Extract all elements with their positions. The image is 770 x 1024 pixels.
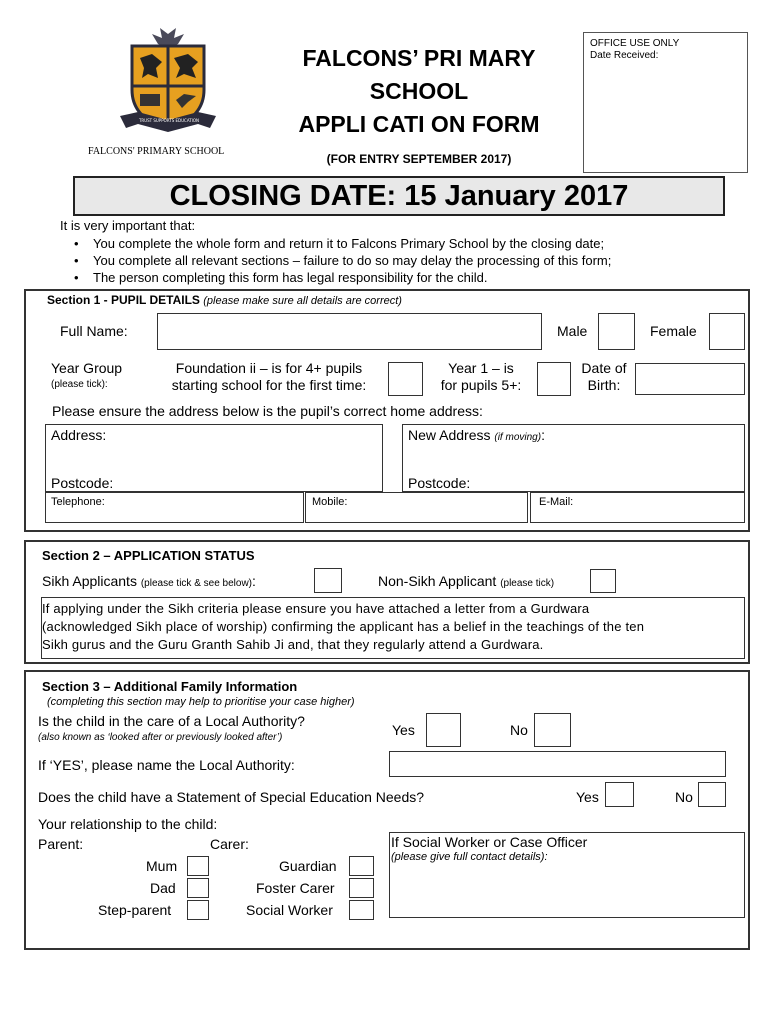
form-title — [258, 42, 580, 141]
year1-label: Year 1 – is for pupils 5+: — [440, 360, 522, 393]
new-address-input[interactable] — [402, 424, 745, 492]
local-authority-question: Is the child in the care of a Local Authority? — [38, 713, 305, 729]
carer-label: Carer: — [210, 836, 249, 852]
social-worker-title: If Social Worker or Case Officer — [391, 834, 588, 850]
dad-label: Dad — [150, 880, 176, 896]
sikh-applicant-checkbox[interactable] — [314, 568, 342, 593]
date-received-label: Date Received: — [590, 50, 659, 61]
sikh-criteria-note — [41, 597, 745, 659]
non-sikh-applicant-label: Non-Sikh Applicant (please tick) — [378, 573, 555, 589]
new-address-label: New Address (if moving): — [408, 427, 545, 443]
la-yes-label: Yes — [392, 722, 415, 738]
foundation-checkbox[interactable] — [388, 362, 423, 396]
section-3-subtitle: (completing this section may help to prioritise your case higher) — [47, 696, 355, 708]
la-no-checkbox[interactable] — [534, 713, 571, 747]
school-crest-logo — [118, 28, 218, 140]
section-1-title: Section 1 - PUPIL DETAILS (please make sure all details are correct) — [47, 293, 402, 307]
parent-label: Parent: — [38, 836, 84, 852]
relationship-label: Your relationship to the child: — [38, 816, 218, 832]
foster-carer-checkbox[interactable] — [349, 878, 374, 898]
social-worker-note: (please give full contact details): — [391, 851, 548, 863]
entry-note: (FOR ENTRY SEPTEMBER 2017) — [326, 152, 512, 166]
local-authority-note: (also known as ‘looked after or previously looked after’) — [38, 732, 283, 743]
mum-label: Mum — [146, 858, 178, 874]
sen-yes-checkbox[interactable] — [605, 782, 634, 807]
dob-input[interactable] — [635, 363, 745, 395]
logo-caption: FALCONS' PRIMARY SCHOOL — [88, 146, 225, 157]
mum-checkbox[interactable] — [187, 856, 209, 876]
dob-label: Date of Birth: — [581, 360, 627, 393]
title-line-3: APPLI CATI ON FORM — [298, 111, 540, 137]
dad-checkbox[interactable] — [187, 878, 209, 898]
step-parent-label: Step-parent — [98, 902, 172, 918]
intro-lead: It is very important that: — [60, 218, 196, 233]
la-name-input[interactable] — [389, 751, 726, 777]
sen-no-checkbox[interactable] — [698, 782, 726, 807]
title-line-2: SCHOOL — [369, 78, 469, 104]
office-use-title: OFFICE USE ONLY — [590, 38, 680, 49]
intro-bullet: • The person completing this form has legal responsibility for the child. — [74, 270, 488, 285]
sen-question: Does the child have a Statement of Special Education Needs? — [38, 789, 425, 805]
new-postcode-label: Postcode: — [408, 475, 471, 491]
female-checkbox[interactable] — [709, 313, 745, 350]
year-group-label: Year Group — [51, 360, 123, 376]
la-name-label: If ‘YES’, please name the Local Authority: — [38, 757, 295, 773]
mobile-label: Mobile: — [312, 496, 348, 508]
crest-motto: TRUST SUPPORTS EDUCATION — [138, 118, 200, 123]
guardian-label: Guardian — [279, 858, 337, 874]
sikh-criteria-text: If applying under the Sikh criteria please ensure you have attached a letter from a Gurdwara (acknowledged Sikh place of worship) confirming the applicant has a belief in the teachings of the ten Sikh gurus and the Guru Granth Sahib Ji and, that they regularly attend a Gurdwara. — [42, 601, 645, 652]
social-worker-label: Social Worker — [246, 902, 333, 918]
email-input[interactable] — [530, 492, 745, 523]
male-checkbox[interactable] — [598, 313, 635, 350]
section-3-title: Section 3 – Additional Family Information — [42, 679, 298, 694]
intro-bullets — [74, 235, 611, 286]
non-sikh-applicant-checkbox[interactable] — [590, 569, 616, 593]
postcode-label: Postcode: — [51, 475, 114, 491]
title-line-1: FALCONS’ PRI MARY — [302, 45, 536, 71]
address-label: Address: — [51, 427, 107, 443]
social-worker-checkbox[interactable] — [349, 900, 374, 920]
sen-no-label: No — [675, 789, 693, 805]
address-instruction: Please ensure the address below is the pupil’s correct home address: — [52, 403, 483, 419]
address-input[interactable] — [45, 424, 383, 492]
foster-carer-label: Foster Carer — [256, 880, 335, 896]
full-name-label: Full Name: — [60, 323, 128, 339]
closing-date: CLOSING DATE: 15 January 2017 — [169, 180, 629, 212]
la-yes-checkbox[interactable] — [426, 713, 461, 747]
female-label: Female — [650, 323, 697, 339]
section-2-title: Section 2 – APPLICATION STATUS — [42, 548, 255, 563]
intro-bullet: • You complete all relevant sections – failure to do so may delay the processing of this form; — [74, 253, 612, 268]
sen-yes-label: Yes — [576, 789, 599, 805]
la-no-label: No — [510, 722, 528, 738]
foundation-label: Foundation ii – is for 4+ pupils starting school for the first time: — [171, 360, 367, 393]
telephone-input[interactable] — [45, 492, 304, 523]
year1-checkbox[interactable] — [537, 362, 571, 396]
intro-bullet: • You complete the whole form and return it to Falcons Primary School by the closing date; — [74, 236, 605, 251]
social-worker-details-input[interactable] — [389, 832, 745, 918]
full-name-input[interactable] — [157, 313, 542, 350]
telephone-label: Telephone: — [51, 496, 105, 508]
male-label: Male — [557, 323, 588, 339]
guardian-checkbox[interactable] — [349, 856, 374, 876]
email-label: E-Mail: — [539, 496, 574, 508]
sikh-applicant-label: Sikh Applicants (please tick & see below): — [42, 573, 256, 589]
year-group-tick-note: (please tick): — [51, 379, 108, 390]
office-use-box — [583, 32, 748, 173]
step-parent-checkbox[interactable] — [187, 900, 209, 920]
mobile-input[interactable] — [305, 492, 528, 523]
